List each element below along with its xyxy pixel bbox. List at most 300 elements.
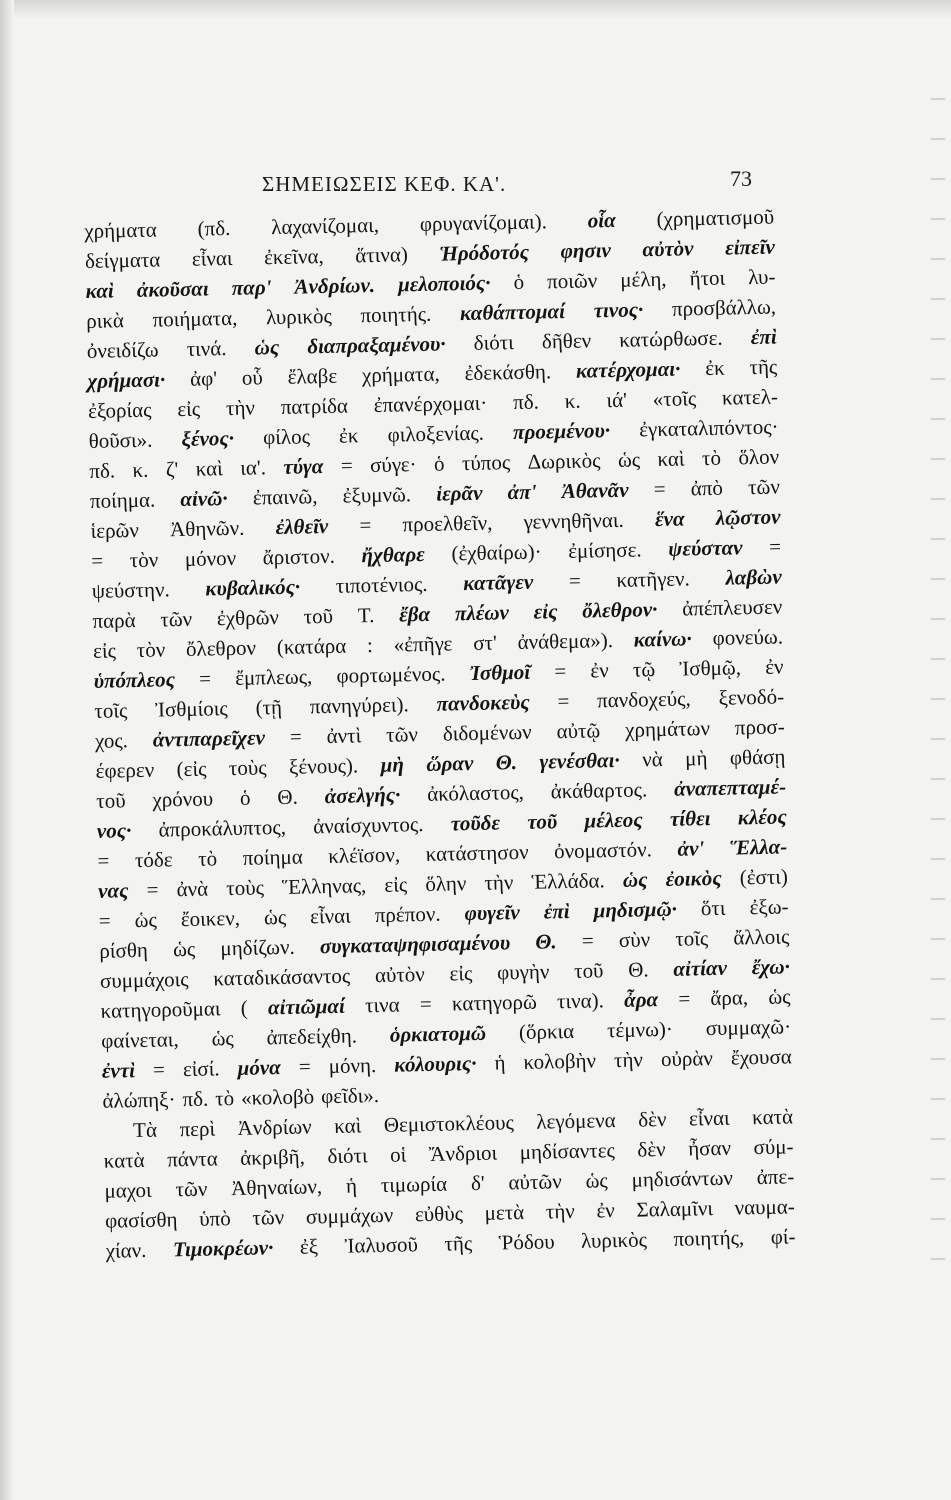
word: τὸν (136, 637, 166, 662)
word: ὅλην (425, 871, 467, 896)
word: Ῥόδου (498, 1229, 555, 1255)
word: ὡς (172, 936, 196, 962)
word: Τ. (357, 603, 375, 628)
word: τὸ (197, 846, 218, 871)
word: Ἀθηναίων, (230, 1174, 323, 1201)
word: τῶν (385, 722, 419, 747)
word: = (653, 476, 666, 502)
word: ἀναίσχυντος. (313, 812, 424, 839)
word: προελθεῖν, (402, 510, 493, 537)
word: ἔχουσα (730, 1044, 793, 1070)
word: = (98, 908, 111, 933)
running-header: ΣΗΜΕΙΩΣΕΙΣ ΚΕΦ. ΚΑ'. (262, 172, 507, 196)
word: ξενοδό- (718, 684, 785, 710)
word: φιλοξενίας. (387, 420, 485, 447)
word: ἦσαν (687, 1135, 732, 1161)
lemma-word: νας (97, 878, 129, 903)
word: (κατάρα (276, 633, 347, 660)
word: ἔλαβε (287, 363, 338, 389)
word: τὴν (545, 1198, 576, 1224)
word: ἐκ (338, 423, 359, 448)
word: τινά. (186, 336, 227, 361)
word: κατελ- (721, 384, 779, 410)
word: συμμαχῶ· (705, 1014, 792, 1041)
lemma-word: Ἡρόδοτός (439, 239, 530, 266)
lemma-word: τύγα (283, 454, 324, 479)
word: ἀπροκάλυπτος, (158, 814, 287, 842)
word: ἐξ (299, 1234, 319, 1259)
word: κατῆγεν. (616, 566, 690, 592)
word: καὶ (657, 446, 685, 472)
word: ἔοικεν, (180, 905, 241, 932)
binding-marks (931, 60, 945, 1260)
word: τὴν (484, 870, 514, 895)
lemma-word: προεμένου· (512, 418, 611, 445)
word: Ἰσθμίοις (154, 696, 228, 722)
lemma-word: Τιμοκρέων· (172, 1235, 274, 1262)
word: φθάσῃ (729, 744, 786, 770)
word: = (359, 513, 372, 538)
word: κατηγορῶ (451, 989, 538, 1016)
word: «τοῖς (652, 386, 697, 412)
word: νὰ (641, 747, 663, 772)
lemma-word: λαβὼν (725, 564, 782, 590)
word: παρὰ (92, 608, 136, 633)
word: πάντα (166, 1146, 218, 1172)
word: συμμάχοις (99, 966, 189, 993)
word: ὡς (263, 904, 287, 930)
word: τύπος (461, 450, 511, 476)
word: = (198, 666, 212, 691)
lemma-word: γενέσθαι· (539, 747, 620, 774)
word: κ. (132, 457, 149, 483)
word: ἐδεκάσθη. (464, 359, 552, 386)
lemma-word: ἀπ' (507, 479, 537, 505)
word: Θ. (277, 784, 299, 810)
word: = (97, 848, 110, 873)
lemma-word: λῷστον (715, 504, 781, 530)
word: ναυμα- (734, 1194, 796, 1220)
word: στ' (472, 630, 497, 655)
lemma-word: συγκαταψηφισαμένου (319, 930, 511, 959)
word: = (554, 659, 567, 684)
word: χρόνου (152, 786, 214, 812)
lemma-word: κλέος (737, 804, 787, 830)
lemma-word: Θ. (495, 750, 518, 775)
word: = (298, 1054, 311, 1079)
word: Θ. (627, 957, 649, 982)
word: ὡς (617, 447, 641, 472)
lemma-word: αὐτὸν (642, 236, 694, 262)
word: λυρικὸς (265, 303, 333, 330)
lemma-word: κατέρχομαι· (575, 356, 681, 383)
word: φασίσθη (104, 1207, 178, 1233)
lemma-word: Ἰσθμοῖ (469, 659, 531, 686)
word: ἐν (764, 654, 784, 679)
word: ζ' (165, 457, 179, 482)
word: τῶν (175, 1176, 208, 1202)
word: κ. (564, 388, 581, 413)
word: ἀλώπηξ· (102, 1087, 176, 1113)
lemma-word: ὑπόπλεος (93, 667, 176, 693)
word: τὴν (613, 1047, 644, 1073)
word: τὴν (225, 395, 256, 421)
word: κατώρθωσε. (618, 325, 723, 352)
word: ἐν (596, 1198, 616, 1223)
word: καὶ (195, 456, 224, 481)
lemma-word: ἆρα (623, 987, 659, 1012)
word: ἀπὸ (690, 475, 724, 501)
word: λεγόμενα (536, 1108, 616, 1134)
lemma-word: ψεύσταν (668, 535, 743, 561)
word: ποιῶν (546, 268, 598, 294)
word: σὺν (618, 927, 651, 952)
word: εἶναι (309, 903, 352, 929)
word: ια'. (240, 455, 267, 480)
word: μηδίζων. (220, 934, 295, 961)
word: εἶναι (191, 245, 233, 271)
word: χρήματα, (361, 361, 440, 388)
word: εἰς (177, 396, 201, 422)
word: ἡ (494, 1050, 506, 1075)
word: μόνον (184, 545, 237, 571)
scan-edge-left (0, 0, 14, 1500)
word: χρημάτων (624, 716, 711, 742)
word: φορτωμένος. (336, 661, 446, 688)
word: τὸν (129, 547, 159, 573)
word: ἱερῶν (90, 517, 140, 543)
word: Δωρικὸς (527, 448, 601, 474)
word: φυγὴν (496, 959, 550, 985)
word: ἄλλοις (733, 924, 790, 950)
word: ἡ (345, 1173, 358, 1198)
word: ἐχθρῶν (216, 605, 280, 631)
word: ψεύστην. (91, 577, 170, 603)
word: πδ. (182, 1086, 209, 1112)
lemma-word: ἀσελγής· (324, 782, 401, 809)
word: εἰσί. (182, 1056, 220, 1082)
word: Ἀνδρίων (237, 1114, 312, 1140)
word: πατρίδα (280, 393, 349, 419)
lemma-word: τοῦδε (450, 810, 501, 836)
word: ιά' (606, 387, 628, 413)
lemma-word: ἔβα (398, 601, 431, 627)
lemma-word: ἐλθεῖν (275, 513, 329, 540)
word: πδ. (89, 458, 116, 483)
word: δείγματα (84, 247, 161, 273)
word: οὐρὰν (660, 1046, 714, 1072)
lemma-word: μὴ (380, 752, 405, 777)
word: τῶν (747, 474, 781, 500)
lemma-word: τοῦ (527, 809, 558, 834)
word: ὑπὸ (198, 1206, 231, 1231)
word: εἰς (92, 638, 117, 663)
lemma-word: καὶ (85, 278, 115, 303)
word: «ἐπῆγε (393, 631, 453, 657)
word: γεννηθῆναι. (523, 507, 624, 534)
word: διότι (473, 330, 515, 355)
word: τοῖς (94, 698, 128, 723)
lemma-word: μέλεος (584, 807, 643, 833)
word: δ' (470, 1170, 485, 1196)
word: ἀντὶ (326, 723, 362, 749)
word: = (557, 688, 570, 714)
word: τιμωρία (380, 1171, 448, 1197)
word: ἀπέπλευσεν (681, 594, 783, 621)
word: εἶναι (688, 1105, 730, 1131)
word: κατὰ (103, 1147, 145, 1173)
word: δὲν (637, 1107, 667, 1132)
lemma-word: κατᾶγεν (462, 569, 534, 596)
word: τοῦ (303, 603, 334, 629)
lemma-word: ἀντιπαρεῖχεν (152, 725, 266, 752)
page-number: 73 (730, 166, 752, 191)
word: αὐτῶν (508, 1169, 562, 1195)
word: Τὰ (132, 1117, 158, 1143)
lemma-word: χρήμασι· (87, 367, 166, 393)
lemma-word: Θ. (535, 929, 557, 954)
word: ὄλεθρον (185, 635, 257, 661)
lemma-word: ἐπὶ (543, 898, 570, 924)
word: ἅτινα) (355, 242, 409, 268)
lemma-word: τίθει (669, 806, 711, 831)
word: = (152, 1057, 166, 1082)
lemma-word: Ἀθανᾶν (561, 477, 629, 504)
lemma-word: ἐοικὸς (665, 865, 722, 891)
word: ὡς (211, 1026, 234, 1051)
word: κλέϊσον, (328, 842, 401, 869)
word: = (289, 724, 302, 749)
word: μαχοι (104, 1177, 152, 1203)
word: ἀνὰ (176, 876, 209, 902)
lemma-word: ἔχω· (751, 954, 791, 980)
word: τιποτένιος. (335, 571, 428, 598)
lemma-word: εἰπεῖν (724, 234, 775, 260)
word: ποιήματα, (152, 305, 238, 332)
word: ὡς (768, 984, 791, 1009)
word: ποίημα. (89, 487, 156, 513)
word: τῆς (749, 354, 778, 380)
lemma-word: ἀκοῦσαι (136, 276, 209, 302)
word: λαχανίζομαι, (271, 212, 380, 240)
word: ποίημα (242, 844, 303, 870)
lemma-word: ὥραν (426, 750, 474, 776)
word: ἐπαινῶ, (252, 484, 318, 510)
lemma-word: ἀν' (677, 836, 705, 861)
lemma-word: καίνω· (633, 626, 692, 652)
word: τῷ (632, 657, 656, 682)
lemma-word: φυγεῖν (464, 900, 520, 926)
lemma-word: ἱερᾶν (435, 480, 483, 506)
word: κατηγοροῦμαι (100, 996, 221, 1023)
word: ρικὰ (85, 308, 125, 333)
lemma-word: ἤχθαρε (361, 541, 426, 568)
lemma-word: ἕνα (654, 506, 685, 532)
word: (πδ. (197, 215, 231, 241)
word: = (768, 534, 782, 559)
word: ἐξυμνῶ. (342, 482, 412, 508)
word: δὲν (637, 1137, 666, 1162)
word: τοῦ (96, 788, 126, 813)
word: εἰς (449, 961, 473, 986)
word: ἀκόλαστος, (427, 779, 525, 806)
word: = (581, 928, 594, 953)
lemma-word: καθάπτομαί (459, 298, 566, 326)
body-text (84, 202, 796, 1266)
word: μηδισάντων (631, 1165, 734, 1192)
word: τὸ (701, 445, 722, 471)
word: ὡς (134, 907, 158, 933)
word: ὡς (585, 1168, 608, 1193)
lemma-word: ὄλεθρον· (581, 597, 658, 623)
word: = (419, 991, 432, 1017)
word: διδομένων (442, 719, 532, 746)
word: φονεύω. (712, 624, 784, 650)
word: τὸ (214, 1086, 235, 1111)
lemma-word: ξένος· (181, 425, 235, 452)
word: ἀπε- (756, 1164, 795, 1190)
word: μὴ (684, 746, 708, 771)
word: Ἄνδριοι (428, 1140, 498, 1166)
word: ἐξορίας (87, 397, 152, 423)
lemma-word: αἰτίαν (673, 955, 728, 981)
lemma-word: Ἕλλα- (729, 834, 788, 860)
word: τόδε (134, 847, 173, 873)
word: ἐκ (704, 355, 725, 381)
lemma-word: ἐπὶ (750, 324, 777, 350)
word: = (340, 453, 353, 478)
lemma-word: μόνα (237, 1055, 282, 1080)
word: πρέπον. (374, 901, 441, 928)
lemma-word: διαπραξαμένου· (307, 331, 446, 359)
lemma-word: ἐντὶ (101, 1058, 136, 1083)
word: χος. (94, 728, 129, 753)
word: (ἐστι) (739, 864, 789, 890)
word: φρυγανίζομαι). (419, 209, 548, 236)
word: ὅτι (700, 895, 726, 921)
word: τινα). (556, 988, 605, 1014)
word: (ἐχθαίρω)· (451, 539, 542, 566)
word: αὐτὸν (374, 962, 426, 988)
word: μετὰ (484, 1200, 525, 1225)
word: τῶν (160, 606, 193, 632)
word: Θεμιστοκλέους (383, 1110, 515, 1137)
word: αὐτῷ (556, 718, 601, 744)
word: Σαλαμῖνι (636, 1196, 714, 1222)
word: χρήματα (84, 217, 158, 243)
word: εἰς (384, 872, 408, 897)
word: τῆς (444, 1231, 473, 1256)
word: ἀνάθεμα»). (517, 628, 614, 655)
word: = (146, 877, 159, 902)
lemma-word: πανδοκεὺς (436, 689, 530, 716)
word: Ἕλληνας, (281, 873, 367, 899)
word: ξένους). (288, 753, 359, 779)
lemma-word: ὁρκιατομῶ (389, 1020, 487, 1047)
word: τέμνω)· (606, 1016, 674, 1043)
word: καταδικάσαντος (213, 963, 351, 991)
word: δῆθεν (541, 328, 592, 354)
word: μέλη, (619, 266, 667, 292)
word: ὁ (513, 269, 525, 295)
lemma-word: ὡς (254, 334, 280, 360)
word: ὁ (239, 785, 251, 810)
word: = (678, 986, 691, 1011)
word: ρίσθη (99, 937, 149, 963)
word: συμμάχων (305, 1202, 394, 1229)
lemma-word: αἰνῶ· (180, 486, 228, 512)
word: τοὺς (225, 875, 265, 901)
lemma-word: μελοποιός· (397, 270, 491, 297)
word: λυ- (747, 264, 776, 290)
word: τινα (364, 992, 400, 1018)
lemma-word: μηδισμῷ· (593, 896, 678, 923)
lemma-word: νος· (96, 818, 132, 843)
word: = (90, 548, 104, 573)
lemma-word: αἰτιῶμαί (267, 993, 346, 1020)
word: κατάστησον (425, 839, 529, 866)
word: Ἀθηνῶν. (169, 515, 245, 542)
word: ποιητής. (360, 301, 432, 328)
word: τοὺς (228, 755, 267, 781)
word: Ἑλλάδα. (531, 868, 605, 894)
word: (χρηματισμοῦ (656, 204, 775, 232)
lemma-word: ἀναπεπταμέ- (673, 774, 787, 801)
lemma-word: οἷα (587, 207, 616, 233)
word: κατὰ (751, 1104, 794, 1130)
word: φίλος (262, 424, 311, 450)
word: λυρικὸς (580, 1227, 648, 1253)
word: ὀνειδίζω (86, 337, 159, 363)
word: (τῇ (255, 694, 283, 720)
word: μηδίσαντες (519, 1138, 616, 1165)
word: ἀκριβῆ, (240, 1144, 306, 1170)
word: προσ- (734, 714, 785, 740)
word: ἐπανέρχομαι· (373, 390, 488, 417)
lemma-word: Ἀνδρίων. (294, 272, 376, 299)
word: έφερεν (95, 757, 155, 783)
word: θοῦσι». (88, 427, 153, 453)
word: εὐθὺς (414, 1201, 464, 1227)
word: φεῖδι». (320, 1083, 380, 1109)
word: ἀκάθαρτος. (550, 777, 648, 804)
word: φί- (770, 1224, 796, 1249)
word: προσβάλλω, (671, 294, 777, 321)
word: πανδοχεύς, (596, 686, 691, 713)
word: καὶ (333, 1113, 362, 1138)
word: : (366, 633, 374, 658)
word: ἐκεῖνα, (263, 243, 324, 270)
lemma-word: τινος· (593, 297, 644, 323)
word: ἐγκαταλιπόντος· (638, 414, 779, 442)
word: ἄρα, (710, 985, 749, 1011)
word: Ἰαλυσοῦ (344, 1232, 419, 1258)
word: ἀφ' (189, 366, 218, 391)
word: ἄριστον. (262, 543, 336, 570)
word: ὁ (433, 451, 445, 476)
word: τοῖς (675, 926, 709, 951)
scan-edge-top (0, 0, 951, 20)
word: (ὅρκια (518, 1018, 575, 1045)
word: μόνη. (328, 1053, 377, 1079)
word: ποιητής, (673, 1225, 745, 1251)
word: τῶν (252, 1205, 285, 1230)
lemma-word: παρ' (231, 275, 272, 300)
word: ὅλον (738, 444, 780, 470)
word: ἤτοι (689, 265, 726, 291)
word: ( (240, 995, 248, 1020)
word: οἱ (389, 1142, 407, 1167)
